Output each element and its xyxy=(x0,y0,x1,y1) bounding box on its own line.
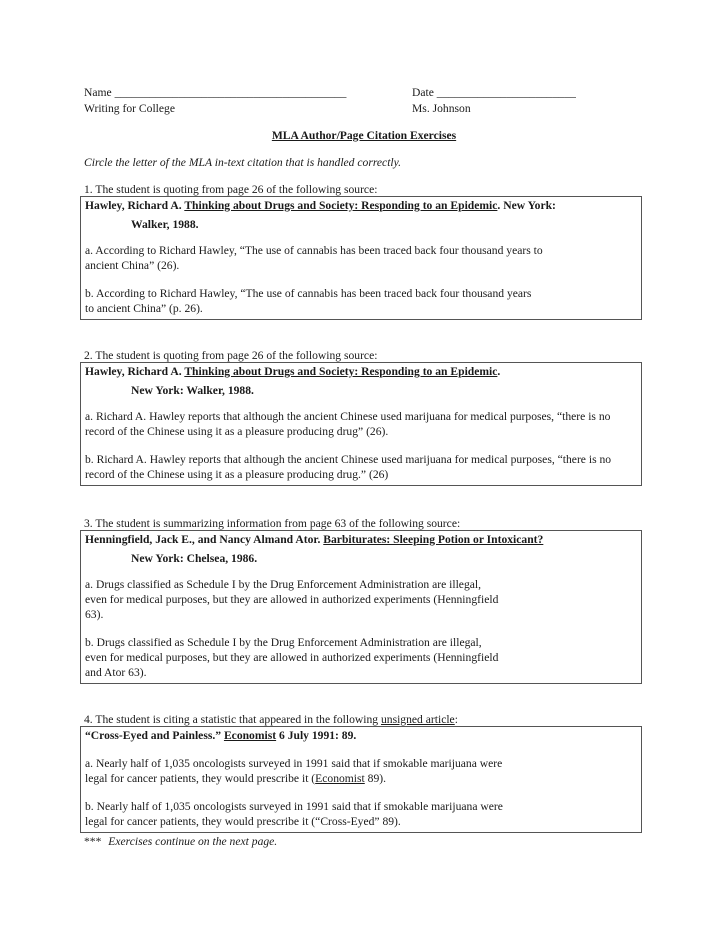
option-b[interactable]: b. According to Richard Hawley, “The use of cannabis has been traced back four thousand years to ancient China” (p. 26). xyxy=(85,287,532,315)
source-citation-cont: New York: Chelsea, 1986. xyxy=(131,552,258,565)
exercise-intro: 1. The student is quoting from page 26 of the following source: xyxy=(84,183,378,196)
source-citation-cont: New York: Walker, 1988. xyxy=(131,384,254,397)
source-citation: Henningfield, Jack E., and Nancy Almand Ator. Barbiturates: Sleeping Potion or Intoxicant? xyxy=(85,533,544,546)
source-citation: Hawley, Richard A. Thinking about Drugs and Society: Responding to an Epidemic. New York: xyxy=(85,199,556,212)
exercise-intro: 4. The student is citing a statistic that appeared in the following unsigned article: xyxy=(84,713,458,726)
option-a[interactable]: a. Nearly half of 1,035 oncologists surveyed in 1991 said that if smokable marijuana were legal for cancer patients, they would prescribe it (Economist 89). xyxy=(85,757,503,785)
instructions: Circle the letter of the MLA in-text citation that is handled correctly. xyxy=(84,156,402,169)
continuation-note: *** Exercises continue on the next page. xyxy=(84,835,278,848)
course-name: Writing for College xyxy=(84,102,175,115)
source-citation-cont: Walker, 1988. xyxy=(131,218,199,231)
exercise-1 xyxy=(80,182,640,320)
exercise-box xyxy=(80,196,642,320)
option-a[interactable]: a. Richard A. Hawley reports that although the ancient Chinese used marijuana for medical purposes, “there is no record of the Chinese using it as a pleasure producing drug” (26). xyxy=(85,410,611,438)
option-b[interactable]: b. Richard A. Hawley reports that although the ancient Chinese used marijuana for medical purposes, “there is no record of the Chinese using it as a pleasure producing drug.” (26) xyxy=(85,453,612,481)
exercise-box xyxy=(80,530,642,684)
exercise-box xyxy=(80,362,642,486)
name-field: Name ________________________________________ xyxy=(84,86,347,99)
option-a[interactable]: a. According to Richard Hawley, “The use of cannabis has been traced back four thousand years to ancient China” (26). xyxy=(85,244,543,272)
page-title: MLA Author/Page Citation Exercises xyxy=(271,129,457,142)
option-b[interactable]: b. Nearly half of 1,035 oncologists surveyed in 1991 said that if smokable marijuana were legal for cancer patients, they would prescribe it (“Cross-Eyed” 89). xyxy=(85,800,503,828)
source-citation: “Cross-Eyed and Painless.” Economist 6 July 1991: 89. xyxy=(85,729,357,742)
exercise-2 xyxy=(80,348,640,486)
teacher-name: Ms. Johnson xyxy=(412,102,471,115)
source-citation: Hawley, Richard A. Thinking about Drugs and Society: Responding to an Epidemic. xyxy=(85,365,501,378)
exercise-intro: 2. The student is quoting from page 26 of the following source: xyxy=(84,349,378,362)
exercise-3 xyxy=(80,516,640,684)
option-b[interactable]: b. Drugs classified as Schedule I by the Drug Enforcement Administration are illegal, even for medical purposes, but they are allowed in authorized experiments (Henningfield and Ator 63). xyxy=(85,636,499,679)
exercise-box xyxy=(80,726,642,833)
date-field: Date ________________________ xyxy=(412,86,576,99)
exercise-intro: 3. The student is summarizing information from page 63 of the following source: xyxy=(84,517,461,530)
exercise-4 xyxy=(80,712,640,833)
option-a[interactable]: a. Drugs classified as Schedule I by the Drug Enforcement Administration are illegal, even for medical purposes, but they are allowed in authorized experiments (Henningfield 63). xyxy=(85,578,499,621)
header-block xyxy=(84,85,684,117)
